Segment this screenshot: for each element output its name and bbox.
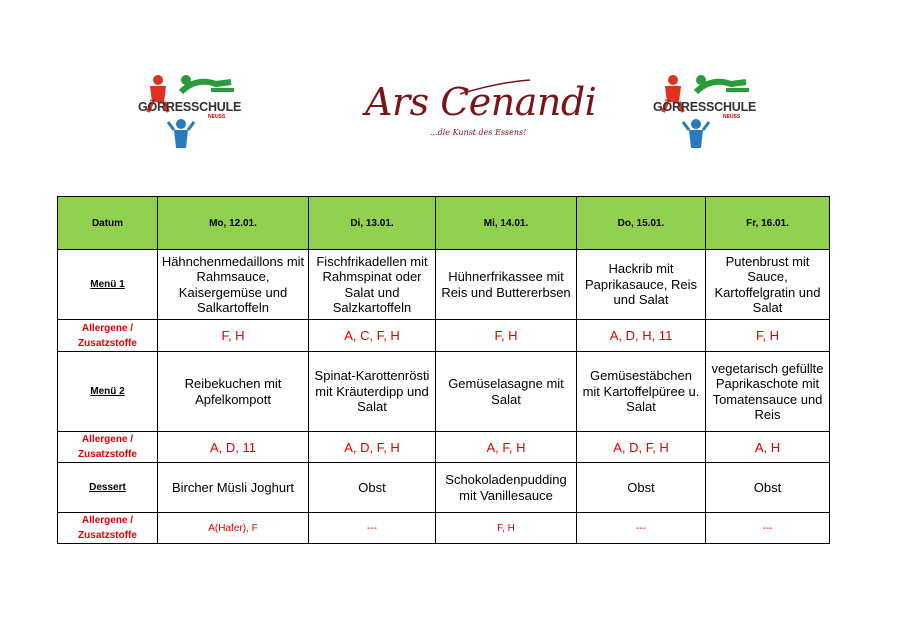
allergen-cell: A, F, H bbox=[436, 432, 577, 463]
allergen-cell: A, D, 11 bbox=[158, 432, 309, 463]
school-logo-left bbox=[136, 72, 246, 152]
dessert-allergen-row bbox=[58, 513, 830, 544]
row-label: Menü 2 bbox=[58, 352, 158, 432]
allergen-label bbox=[58, 320, 158, 352]
allergen-label-line1: Allergene / bbox=[81, 434, 134, 445]
brand-tagline: ...die Kunst des Essens! bbox=[430, 128, 527, 137]
allergen-cell: --- bbox=[309, 513, 436, 544]
allergen-cell: --- bbox=[577, 513, 706, 544]
allergen-label-line2: Zusatzstoffe bbox=[78, 449, 137, 460]
allergen-label-line2: Zusatzstoffe bbox=[78, 337, 137, 349]
day-header: Di, 13.01. bbox=[309, 197, 436, 250]
allergen-cell: A, D, F, H bbox=[309, 432, 436, 463]
allergen-cell: A, D, H, 11 bbox=[577, 320, 706, 352]
allergen-label bbox=[58, 513, 158, 544]
header-row bbox=[58, 197, 830, 250]
allergen-cell: A(Hafer), F bbox=[158, 513, 309, 544]
allergen-cell: F, H bbox=[436, 320, 577, 352]
dessert-row bbox=[58, 463, 830, 513]
dish-cell: Bircher Müsli Joghurt bbox=[158, 463, 309, 513]
allergen-label bbox=[58, 432, 158, 463]
school-name: GÖRRESSCHULE bbox=[138, 100, 242, 114]
allergen-cell: F, H bbox=[436, 513, 577, 544]
allergen-label-line2: Zusatzstoffe bbox=[78, 530, 137, 541]
dish-cell: Reibekuchen mit Apfelkompott bbox=[158, 352, 309, 432]
allergen-cell: A, C, F, H bbox=[309, 320, 436, 352]
allergen-cell: F, H bbox=[158, 320, 309, 352]
row-label: Menü 1 bbox=[58, 250, 158, 320]
dish-cell: Obst bbox=[309, 463, 436, 513]
dish-cell: Spinat-Karottenrösti mit Kräuterdipp und Salat bbox=[309, 352, 436, 432]
day-header: Do, 15.01. bbox=[577, 197, 706, 250]
row-label: Dessert bbox=[58, 463, 158, 513]
brand-logo bbox=[360, 74, 597, 144]
menu2-allergen-row bbox=[58, 432, 830, 463]
brand-name: Ars Cenandi bbox=[365, 80, 597, 124]
dish-cell: vegetarisch gefüllte Paprikaschote mit Tomatensauce und Reis bbox=[706, 352, 830, 432]
allergen-cell: --- bbox=[706, 513, 830, 544]
dish-cell: Putenbrust mit Sauce, Kartoffelgratin und Salat bbox=[706, 250, 830, 320]
dish-cell: Obst bbox=[706, 463, 830, 513]
dish-cell: Hühnerfrikassee mit Reis und Buttererbsen bbox=[436, 250, 577, 320]
school-name: GÖRRESSCHULE bbox=[653, 100, 757, 114]
allergen-label-line1: Allergene / bbox=[81, 515, 134, 526]
allergen-cell: F, H bbox=[706, 320, 830, 352]
school-city: NEUSS bbox=[723, 114, 741, 120]
day-header: Mi, 14.01. bbox=[436, 197, 577, 250]
dish-cell: Hackrib mit Paprikasauce, Reis und Salat bbox=[577, 250, 706, 320]
dish-cell: Schokoladenpudding mit Vanillesauce bbox=[436, 463, 577, 513]
allergen-cell: A, H bbox=[706, 432, 830, 463]
menu-table bbox=[57, 196, 830, 544]
date-header: Datum bbox=[58, 197, 158, 250]
menu2-row bbox=[58, 352, 830, 432]
dish-cell: Hähnchenmedaillons mit Rahmsauce, Kaisergemüse und Salkartoffeln bbox=[158, 250, 309, 320]
school-logo-right bbox=[651, 72, 761, 152]
allergen-cell: A, D, F, H bbox=[577, 432, 706, 463]
dish-cell: Obst bbox=[577, 463, 706, 513]
dish-cell: Gemüsestäbchen mit Kartoffelpüree u. Salat bbox=[577, 352, 706, 432]
school-city: NEUSS bbox=[208, 114, 226, 120]
menu1-row bbox=[58, 250, 830, 320]
allergen-label-line1: Allergene / bbox=[81, 322, 134, 334]
dish-cell: Gemüselasagne mit Salat bbox=[436, 352, 577, 432]
menu1-allergen-row bbox=[58, 320, 830, 352]
day-header: Mo, 12.01. bbox=[158, 197, 309, 250]
dish-cell: Fischfrikadellen mit Rahmspinat oder Salat und Salzkartoffeln bbox=[309, 250, 436, 320]
day-header: Fr, 16.01. bbox=[706, 197, 830, 250]
